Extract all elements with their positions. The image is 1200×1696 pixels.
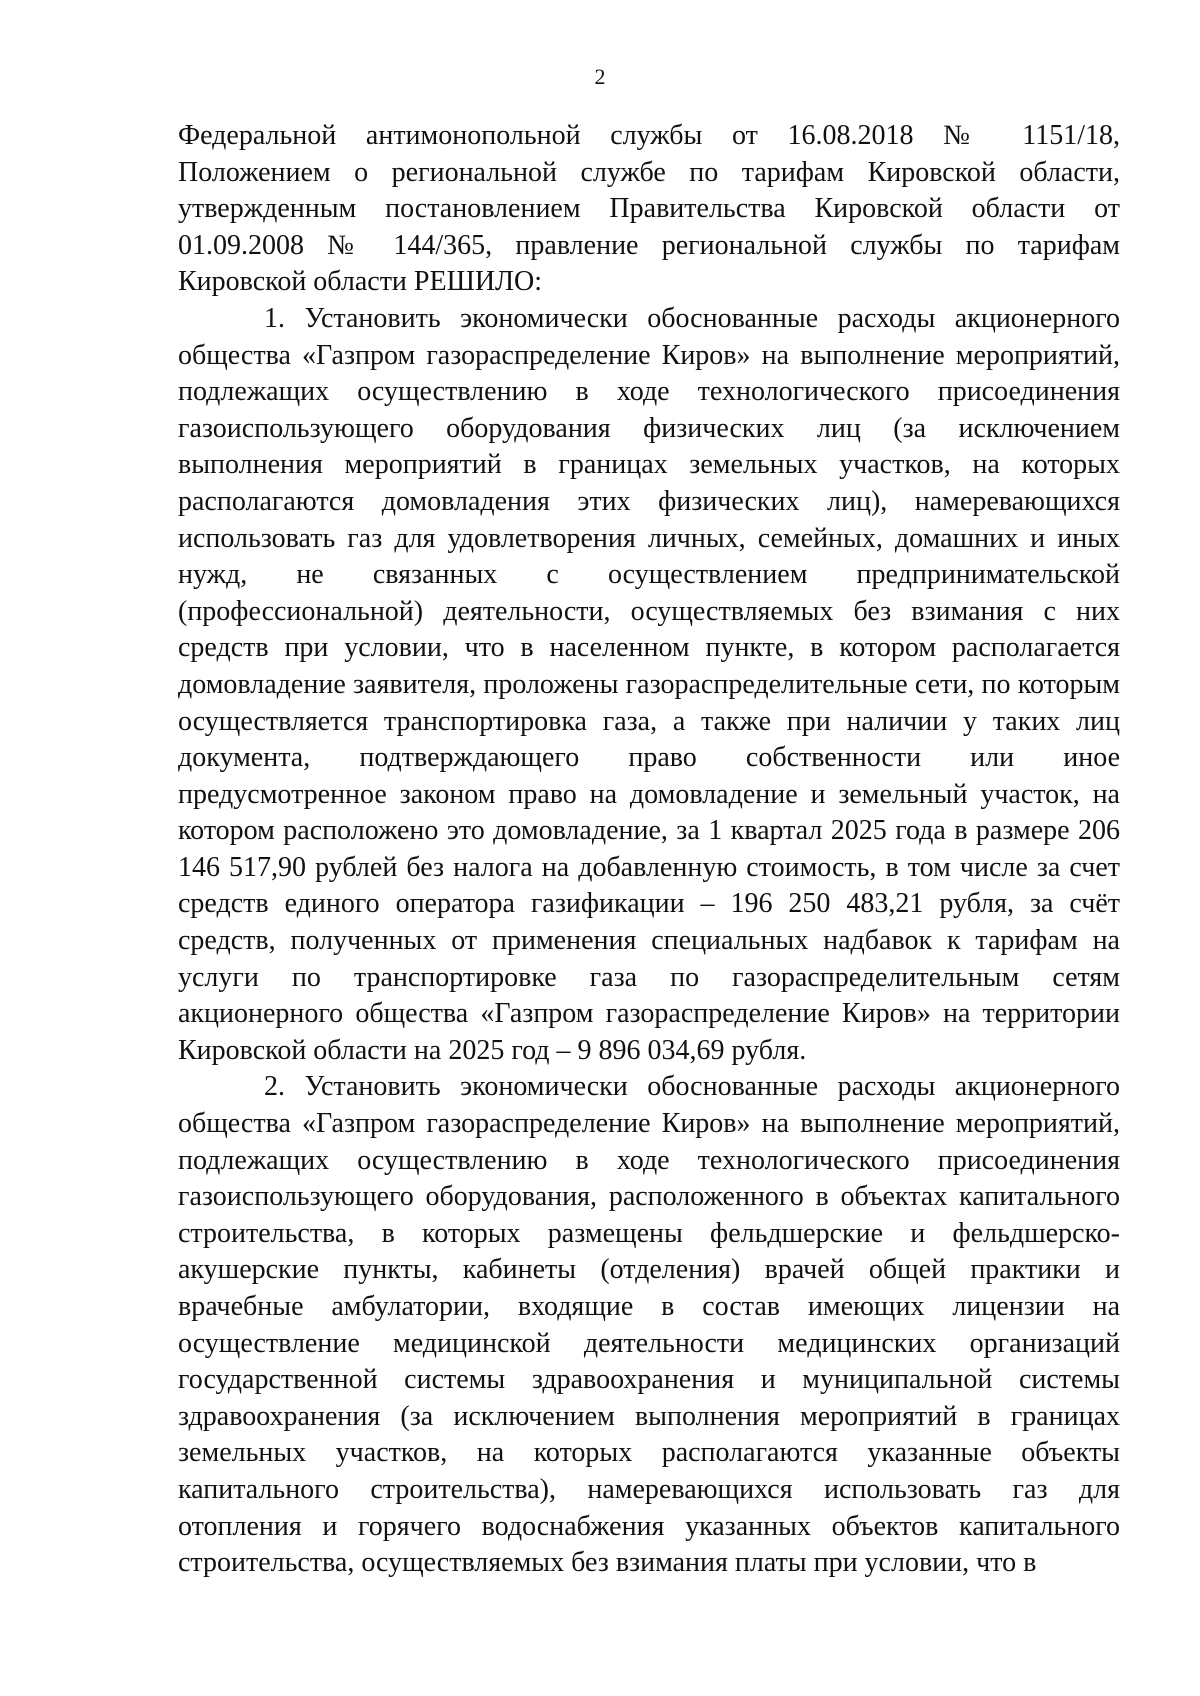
page-number: 2 <box>594 64 606 89</box>
paragraph-intro: Федеральной антимонопольной службы от 16.08.2018 № 1151/18, Положением о региональной службе по тарифам Кировской области, утвержденным постановлением Правительства Кировской области от 01.09.2008 № 144/365, правление региональной службы по тарифам Кировской области РЕШИЛО: <box>178 120 1120 298</box>
paragraph-item-1: 1. Установить экономически обоснованные расходы акционерного общества «Газпром газораспределение Киров» на выполнение мероприятий, подлежащих осуществлению в ходе технологического присоединения газоиспользующего оборудования физических лиц (за исключением выполнения мероприятий в границах земельных участков, на которых располагаются домовладения этих физических лиц), намеревающихся использовать газ для удовлетворения личных, семейных, домашних и иных нужд, не связанных с осуществлением предпринимательской (профессиональной) деятельности, осуществляемых без взимания с них средств при условии, что в населенном пункте, в котором располагается домовладение заявителя, проложены газораспределительные сети, по которым осуществляется транспортировка газа, а также при наличии у таких лиц документа, подтверждающего право собственности или иное предусмотренное законом право на домовладение и земельный участок, на котором расположено это домовладение, за 1 квартал 2025 года в размере 206 146 517,90 рублей без налога на добавленную стоимость, в том числе за счет средств единого оператора газификации – 196 250 483,21 рубля, за счёт средств, полученных от применения специальных надбавок к тарифам на услуги по транспортировке газа по газораспределительным сетям акционерного общества «Газпром газораспределение Киров» на территории Кировской области на 2025 год – 9 896 034,69 рубля. <box>178 302 1120 1066</box>
paragraph-item-2: 2. Установить экономически обоснованные расходы акционерного общества «Газпром газораспределение Киров» на выполнение мероприятий, подлежащих осуществлению в ходе технологического присоединения газоиспользующего оборудования, расположенного в объектах капитального строительства, в которых размещены фельдшерские и фельдшерско-акушерские пункты, кабинеты (отделения) врачей общей практики и врачебные амбулатории, входящие в состав имеющих лицензии на осуществление медицинской деятельности медицинских организаций государственной системы здравоохранения и муниципальной системы здравоохранения (за исключением выполнения мероприятий в границах земельных участков, на которых располагаются указанные объекты капитального строительства), намеревающихся использовать газ для отопления и горячего водоснабжения указанных объектов капитального строительства, осуществляемых без взимания платы при условии, что в <box>178 1071 1120 1579</box>
document-body <box>178 118 1120 1582</box>
